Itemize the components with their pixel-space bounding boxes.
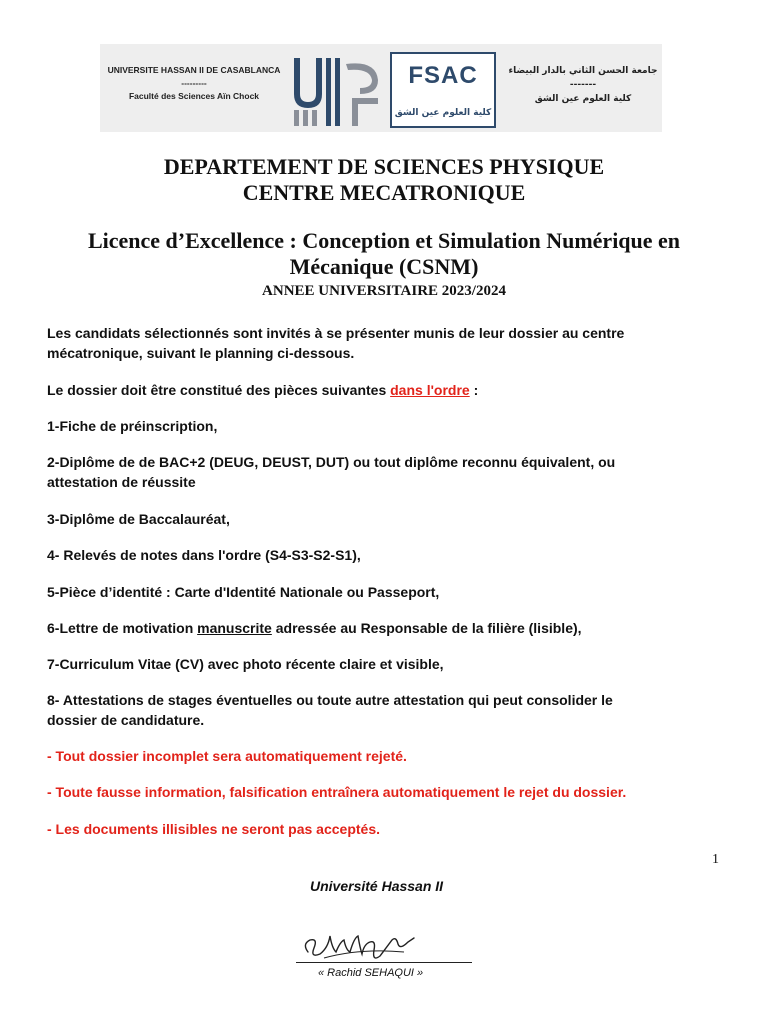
licence-heading (30, 228, 738, 280)
dossier-colon: : (469, 382, 479, 398)
list-item-8-line1: 8- Attestations de stages éventuelles ou toute autre attestation qui peut consolider le (47, 692, 613, 708)
list-item-8 (47, 690, 727, 730)
faculty-line: Faculté des Sciences Aïn Chock (128, 91, 260, 101)
handwritten-signature (300, 918, 420, 964)
intro-paragraph (47, 323, 727, 363)
fsac-logo (390, 52, 496, 128)
list-item-6-rest: adressée au Responsable de la filière (lisible), (271, 620, 582, 636)
licence-title-line1: Licence d’Excellence : Conception et Simulation Numérique en (87, 228, 681, 253)
header-banner (100, 44, 662, 132)
dossier-text: Le dossier doit être constitué des pièces suivantes (47, 382, 391, 398)
list-item-5: 5-Pièce d’identité : Carte d'Identité Nationale ou Passeport, (47, 584, 440, 600)
warning-false-info: - Toute fausse information, falsification entraînera automatiquement le rejet du dossier. (47, 784, 627, 800)
list-item-2-line1: 2-Diplôme de de BAC+2 (DEUG, DEUST, DUT) ou tout diplôme reconnu équivalent, ou (47, 454, 616, 470)
list-item-6-text: 6-Lettre de motivation (47, 620, 198, 636)
faculty-line-arabic: كلية العلوم عين الشق (534, 94, 632, 104)
list-item-2-line2: attestation de réussite (47, 474, 196, 490)
list-item-4: 4- Relevés de notes dans l'ordre (S4-S3-S2-S1), (47, 547, 361, 563)
dossier-order-emphasis: dans l'ordre (390, 382, 470, 398)
department-title: DEPARTEMENT DE SCIENCES PHYSIQUE (163, 154, 605, 179)
intro-line: Les candidats sélectionnés sont invités à se présenter munis de leur dossier au centre (47, 325, 625, 341)
list-item-7: 7-Curriculum Vitae (CV) avec photo récente claire et visible, (47, 656, 444, 672)
uh2-logo (286, 50, 386, 130)
fsac-logo-text: FSAC (408, 62, 478, 89)
list-item-6-underlined: manuscrite (197, 620, 272, 636)
university-signature-label: Université Hassan II (310, 878, 444, 894)
list-item-6 (47, 618, 727, 638)
university-name-arabic (508, 64, 658, 106)
list-item-3: 3-Diplôme de Baccalauréat, (47, 511, 230, 527)
separator-dashes-arabic: ------- (569, 80, 597, 90)
dossier-paragraph (47, 380, 727, 400)
academic-year: ANNEE UNIVERSITAIRE 2023/2024 (262, 283, 506, 299)
warning-incomplete: - Tout dossier incomplet sera automatiquement rejeté. (47, 748, 407, 764)
licence-title-line2: Mécanique (CSNM) (289, 254, 479, 279)
centre-title: CENTRE MECATRONIQUE (242, 180, 526, 205)
fsac-logo-arabic: كلية العلوم عين الشق (394, 108, 492, 118)
signature-line (296, 962, 472, 963)
list-item-8-line2: dossier de candidature. (47, 712, 205, 728)
signatory-name: « Rachid SEHAQUI » (318, 967, 424, 979)
separator-dashes: --------- (181, 78, 207, 88)
list-item-2 (47, 452, 727, 492)
page-number: 1 (712, 852, 719, 867)
list-item-1: 1-Fiche de préinscription, (47, 418, 218, 434)
intro-line: mécatronique, suivant le planning ci-dessous. (47, 345, 355, 361)
university-name-latin (104, 64, 284, 103)
warning-illegible: - Les documents illisibles ne seront pas acceptés. (47, 821, 381, 837)
university-line-arabic: جامعة الحسن الثاني بالدار البيضاء (508, 66, 658, 76)
university-line: UNIVERSITE HASSAN II DE CASABLANCA (107, 65, 281, 75)
department-heading (0, 154, 768, 206)
